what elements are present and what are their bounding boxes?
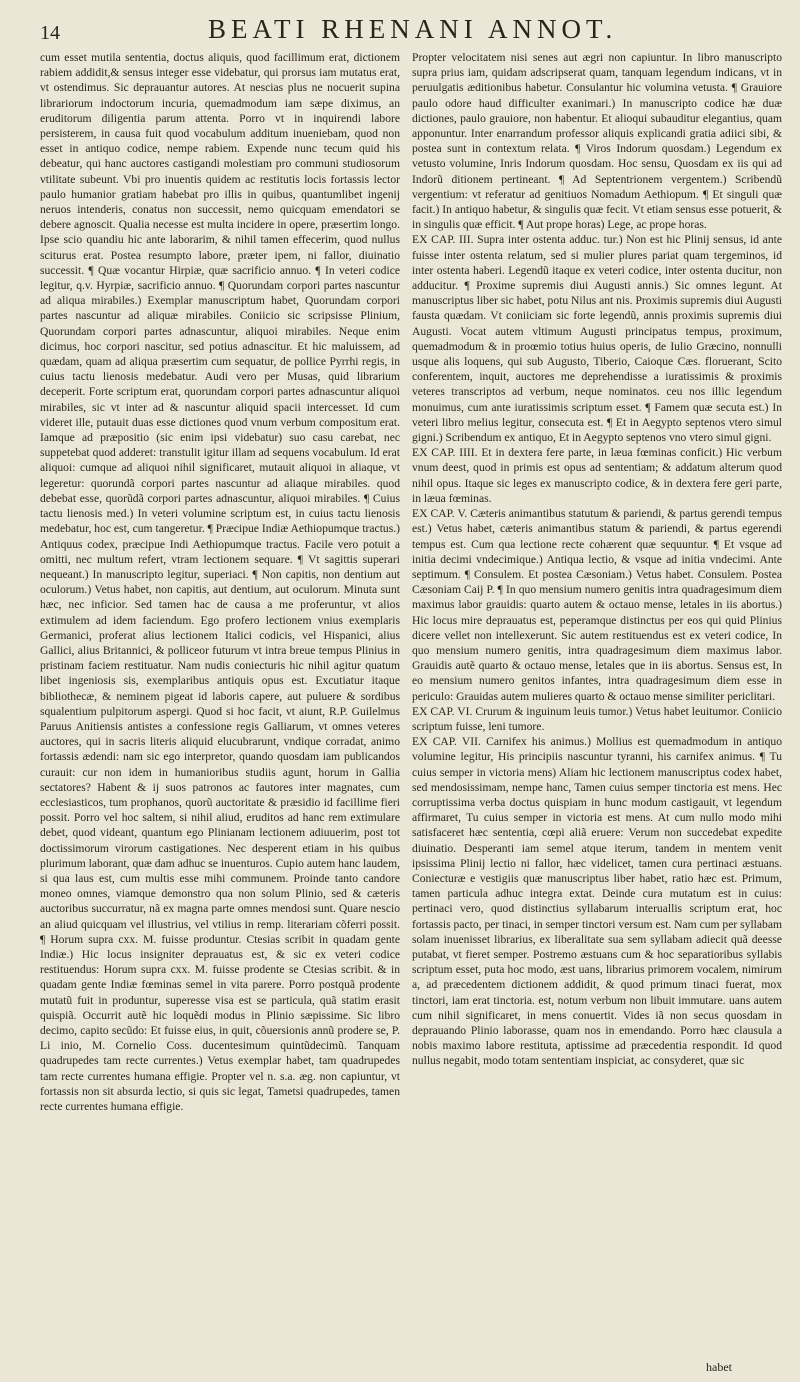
right-column — [412, 50, 782, 1370]
left-column-paragraph: cum esset mutila sententia, doctus aliquis, quod facillimum erat, dictionem rabiem addidit,& sensus integer esse videbatur, qui prorsus iam mutatus erat, vt ostendimus. Sic deprauantur autores. At nescias plus ne nocuerit supina librariorum indoctorum incuria, quemadmodum iam sæpe diximus, an eruditorum diligentia parum attenta. Porro vt in inquirendi labore persisterem, in causa fuit quod vocabulum additum inueniebam, quod non esset in antiquo codice, nempe rabiem. Expende nunc tecum quid his debeatur, qui hanc auctores castigandi molestiam pro communi studiosorum vtilitate subeunt. Vbi pro inuentis quidem ac restitutis locis fortassis lector paulo humanior gratiam habebat pro illis in quibus, quantumlibet ingenij neruos intenderis, conatus non successit, nemo quicquam emendatori se debere agnoscit. Qualia necesse est multa incidere in opere, præsertim longo. Ipse scio quandiu hic ante laborarim, & nihil tamen effecerim, quod nullus sciturus erat. Postea resumpto labore, præter ipem, ni fallor, diuinatio successit. ¶ Quæ vocantur Hirpiæ, quæ sacrificio annuo. ¶ In veteri codice legitur, q.v. Hyrpiæ, sacrificio annuo. ¶ Quorundam corpori partes nascuntur ad aliqua mirabiles.) Exemplar manuscriptum habet, Quorundam corpori partes nascuntur ad aliquæ mirabiles. Coniicio sic scripsisse Plinium, Quorundam corpori partes adnascuntur, aliquoi mirabiles. Neque enim dicimus, hoc corpori nascitur, sed potius adnascitur. Et hic maluissem, ad quædam, quam ad aliqua præsertim cum sequatur, de pollice Pyrrhi regis, in cuius tactu lienosis medebatur. Audi vero per Musas, quid librarium deceperit. Forte scriptum erat, quorundam corpori partes adnascuntur aliquoi mirabiles, sic vt inter ad & nascuntur aliquid spacii intercesset. Id cum videret ille, putauit duas esse dictiones quod vnum verbum compositum erat. Iamque ad præpositio (sic enim ipsi videbatur) suo casu carebat, nec suppetebat quod adderet: transtulit igitur illam ad sequens vocabulum. Id erat aliquoi: cumque ad aliquoi nihil significaret, mutauit aliquoi in aliaque, vt legeretur: quorundã corpori partes nascuntur ad aliaque mirabiles. quod debebat esse, quorũdã corpori partes adnascuntur, aliquoi mirabiles. ¶ Cuius tactu lienosis med.) In veteri volumine scriptum est, in cuius tactu lienosis medebatur, hoc est, cum tangeretur. ¶ Præcipue Indiæ Aethiopumque tractus.) Antiquus codex, præcipue Indi Aethiopumque tractus. Facile vero potuit a omitti, nec multum refert, vtram lectionem sequare. ¶ Vt sagittis superari nequeant.) In manuscripto legitur, superiaci. ¶ Non capitis, non dentium aut oculorum.) Vetus habet, non capitis, aut dentium, aut oculorum. Minuta sunt hæc, nec inficior. Sed tamen hac de causa a me proferuntur, vt alios extimulem ad idem faciendum. Ego profero lectionem vnius exemplaris Germanici, proferat alius lectionem Italici codicis, vel Hispanici, alius Gallici, alius Britannici, & polliceor futurum vt intra breue tempus Plinius in pristinam faciem restituatur. Nam nudis coniecturis hic nihil agitur quatum libet ingeniosis sis, exemplaribus antiquis opus est. Excutiatur itaque bibliothecæ, & neminem pigeat id laboris capere, aut puluere & sordibus squalentium pulpitorum aspergi. Quod si hoc facit, vt aiunt, R.P. Guilelmus Paruus Anitiensis antistes a confessione regis Galliarum, vt omnes veteres auctores, qui in sacris literis aliquid elucubrarunt, vndique corradat, animo fortassis ædendi: nam sic ego interpretor, quando quosdam iam publicandos curauit: cur non idem in humanioribus studiis agunt, horum in Gallia sectatores? Habent & ij suos patronos ac fautores inter magnates, cum ecclesiasticos, tum prophanos, quorũ auctoritate & præsidio id facillime fieri possit. Porro vel hoc saltem, si nihil aliud, eruditos ad hanc rem extimulare debet, quod videant, quantum ego Plinianam lectionem adiuuerim, post tot doctissimorum virorum castigationes. Nec desperent etiam in his quibus plurimum laborant, quæ dam adhuc se inuenturos. Cupio autem hanc laudem, si qua laus est, cum multis esse mihi communem. Proinde tanto candore moneo omnes, viamque demonstro qua non solum Plinio, sed & cæteris auctoribus succurratur, nã ex magna parte omnes mendosi sunt. Quare nescio an aliud quicquam vel illustrius, vel vtilius in remp. literariam cõferri possit. ¶ Horum supra cxx. M. fuisse produntur. Ctesias scribit in quadam gente Indiæ.) Hic locus insigniter deprauatus est, & sic ex veteri codice restituendus: Horum supra cxx. M. fuisse prodente se Ctesias scribit. & in quadam gente Indiæ fœminas semel in vita parere. Porro postquã prodente mutatũ fuit in produntur, superesse visa est se particula, quã statim erasit quispiã. Occurrit autẽ hic loquẽdi modus in Plinio sæpissime. Sic libro decimo, capito secũdo: Et fuisse eius, in quit, cõuersionis annũ prodere se, P. Li inio, M. Cornelio Coss. ducentesimum quintũdecimũ. Tanquam quadrupedes tam recte currentes.) Vetus exemplar habet, tam quadrupedes tam recte currentes humana effigie. Propter vel n. s.a. æg. non capiuntur, vt fortassis non sit absurda lectio, si quis sic legat, Tametsi quadrupedes, tamen recte currentes humana effigie. — [40, 51, 400, 1114]
right-column-paragraph: Propter velocitatem nisi senes aut ægri non capiuntur. In libro manuscripto supra prius iam, quidam adscripserat quam, tanquam legendum indicans, vt in peruulgatis æditionibus habetur. Consulantur hic volumina vetusta. ¶ Grauiore paulo odore haud difficulter exanimari.) In manuscripto codice hæ duæ dictiones, paulo grauiore, non habentur. Et alioqui subauditur elegantius, quam apponuntur. Inter enarrandum professor aliquis explicandi gratia adiici sibi, & postea sunt in contextum relata. ¶ Viros Indorum quosdam.) Legendum ex vetusto volumine, Inris Indorum quosdam. Hoc sensu, Quosdam ex iis qui ad Indorũ ditionem pertineant. ¶ Ad Septentrionem vergentem.) Scribendũ vergentium: vt referatur ad genitiuos Nomadum Aethiopum. ¶ Et singuli quæ facit.) In antiquo habetur, & singulis quæ fecit. Vt etiam sensus esse potuerit, & in singulis quæ efficit. ¶ Aut prope horas) Lege, ac prope horas. — [412, 51, 782, 232]
right-column-paragraph: EX CAP. VII. Carnifex his animus.) Mollius est quemadmodum in antiquo volumine legitur, His principiis nascuntur tyranni, his carnifex animus. ¶ Tu cuius semper in victoria mens) Aliam hic lectionem manuscriptus codex habet, sed mendosissimam, nempe hanc, Tamen cuius semper tinctoria est mens. Hec corruptissima verba doctus quispiam in hunc modum castigauit, vt legendum affirmaret, Tu cuius semper in victoria est mens. At cum nullo modo mihi satisfaceret hæc sententia, cœpi aliã eruere: Verum non succedebat expedite diuinatio. Desperanti iam semel atque iterum, tandem in mentem venit ipsissima Plinij lectio ni fallor, hæc videlicet, tamen cura pertinaci æstuans. Coniecturæ e vestigiis quæ manuscriptus liber habet, ratio hæc est. Primum, tamen particula adhuc integra extat. Deinde cura mutatum est in cuius: pertinaci vero, quod distinctius syllabarum interuallis scriptum erat, hoc fortassis pacto, per tinaci, in semper tinctori versum est. Nam cum per syllabam solam inuenisset librarius, ex liberalitate sua sem syllabam adiecit quã deesse putabat, vt fieret semper. Postremo æstuans cum & hoc separatioribus syllabis scriptum esset, puta hoc modo, æst uans, librarius primorem vocalem, nimirum a, ad præcedentem dictionem addidit, & quod primum tinaci fuerat, mox tinctori, iam erat tinctoria. est, notum verbum non libuit immutare. uans autem cum nihil significaret, in mens conuertit. Vides iã non secus quosdam in deprauando Plinio laborasse, quam nos in emendando. Porro hæc clausula a nobis maximo labore restituta, aptissime ad præcedentia respondit. Id quod nullus negabit, modo totam sententiam inspiciat, ac consyderet, quæ sic — [412, 735, 782, 1068]
right-column-paragraph: EX CAP. VI. Crurum & inguinum leuis tumor.) Vetus habet leuitumor. Coniicio scriptum fuisse, leni tumore. — [412, 704, 782, 733]
page-number: 14 — [40, 22, 60, 44]
catchword: habet — [706, 1360, 732, 1374]
left-column — [40, 50, 400, 1370]
right-column-paragraph: EX CAP. V. Cæteris animantibus statutum & pariendi, & partus gerendi tempus est.) Vetus habet, cæteris animantibus statum & pariendi, & partus egerendi tempus est. Cum qua lectione recte cohærent quæ sequuntur. ¶ Et vsque ad initia decimi vndecimique.) Antiqua lectio, & vsque ad initia vndecimi. Ante septimum. ¶ Consulem. Et postea Cæsoniam.) Vetus habet. Consulem. Postea Cæsoniam Caij P. ¶ In quo mensium numero genitis intra quadragesimum diem maximus labor grauidis: quarto autem & octauo mense, letales in iis abortus.) Hic locus mire deprauatus est, peperamque distinctus per eos qui quid Plinius dicere vellet non intellexerunt. Sic autem restituendus est ex veteri codice, In quo mensium numero genitis, intra quadragesimum diem maximus labor. Grauidis autẽ quarto & octauo mense, letales que in iis abortus. Sensus est, In eo mensium numero genitos infantes, intra quadragesimum diem esse in periculo: Grauidas autem mulieres quarto & octauo mense similiter periclitari. — [412, 507, 782, 703]
running-title: BEATI RHENANI ANNOT. — [208, 14, 618, 44]
column-gutter — [404, 50, 405, 1370]
page-header — [0, 8, 800, 44]
right-column-paragraph: EX CAP. IIII. Et in dextera fere parte, in læua fœminas conficit.) Hic verbum vnum deest, quod in primis est opus ad sententiam; & addatum alterum quod nihil opus. Itaque sic leges ex manuscripto codice, & in dextera fere geri parte, in læua fœminas. — [412, 446, 782, 505]
right-column-paragraph: EX CAP. III. Supra inter ostenta adduc. tur.) Non est hic Plinij sensus, id ante fuisse inter ostenta relatum, sed si mulier plures pariat quam tergeminos, id inter ostenta haberi. Legendũ itaque ex veteri codice, inter ostenta ducitur, non adducitur. ¶ Proxime supremis diui Augusti annis.) Sic omnes legunt. At manuscriptus liber sic habet, potu Nilus ant nis. Proximis supremis diui Augusti fausta quædam. Vt coniiciam sic forte legendũ, annis proximis supremis diui Augusti. Vocat autem vltimum Augusti principatus tempus, proximum, quemadmodum & in proœmio totius huius operis, de Iulio Græcino, nonnulli usque alis loquens, qui sub Augusto, Tiberio, Caioque Cæs. floruerant, Scito conferentem, inquit, auctores me deprehendisse a iuratissimis & proximis veteres transcriptos ad verbum, neque nominatos. ceu nos illic legendum monuimus, cum ante iuratissimis scriptum esset. ¶ Famem quæ secuta est.) In veteri libro melius legitur, consecuta est. ¶ Et in Aegypto septenos vtero simul gigni.) Scribendum ex antiquo, Et in Aegypto septenos vno vtero simul gigni. — [412, 233, 782, 445]
